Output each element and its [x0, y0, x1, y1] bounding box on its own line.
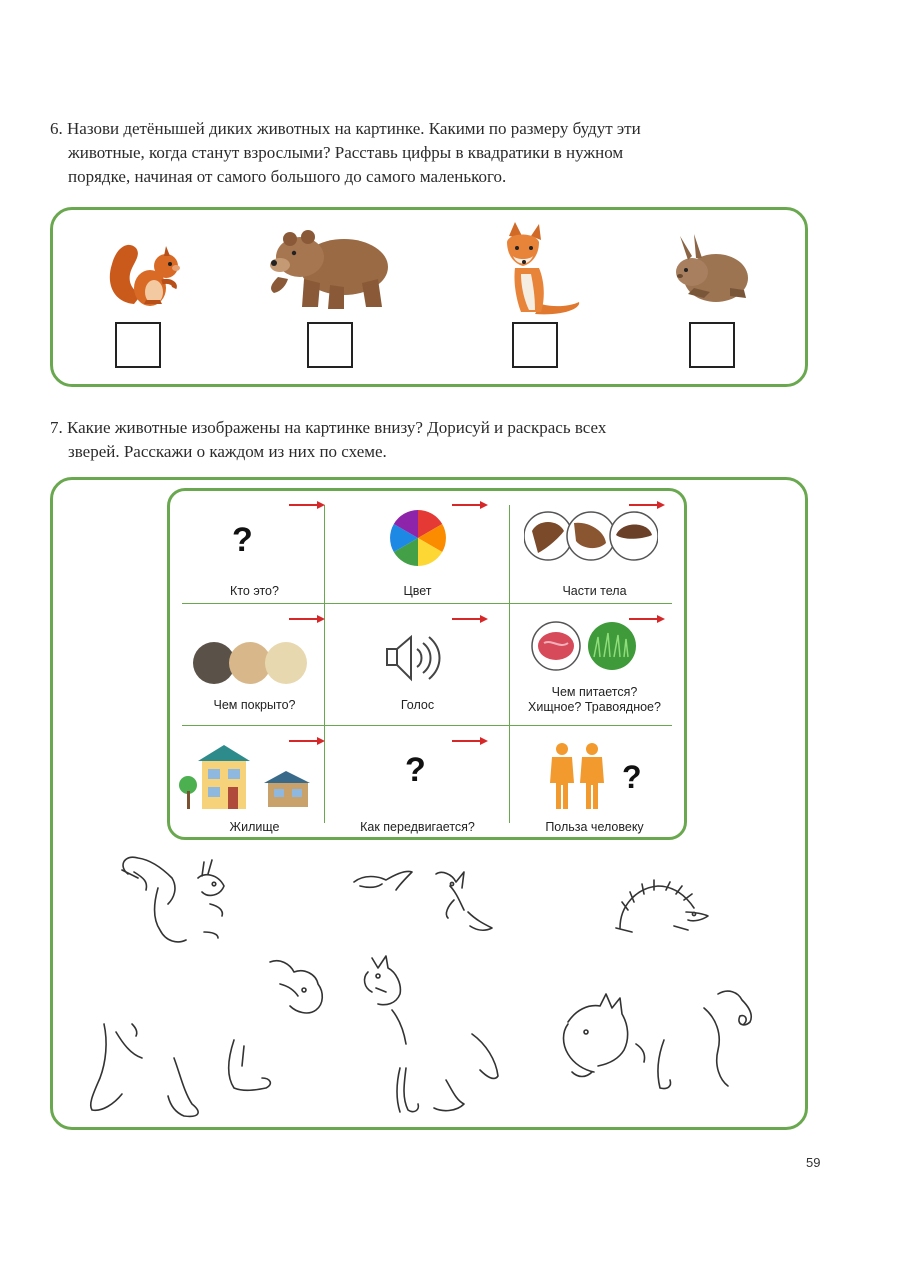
scheme-label-color: Цвет	[403, 584, 432, 598]
page-number: 59	[806, 1155, 821, 1170]
scheme-cell-benefit	[510, 727, 679, 843]
hare-icon	[670, 232, 754, 308]
scheme-label-food-line-1: Чем питается?	[551, 685, 638, 699]
houses-icon	[178, 741, 318, 813]
scheme-cell-voice	[333, 605, 502, 721]
scheme-cell-color	[333, 491, 502, 607]
hedgehog-sketch	[614, 876, 714, 936]
task-6-number: 6.	[50, 119, 63, 138]
red-arrow-icon	[452, 737, 488, 745]
red-arrow-icon	[629, 501, 665, 509]
task-6-instructions	[50, 117, 810, 189]
speaker-icon	[383, 631, 449, 685]
scheme-cell-covering	[170, 605, 339, 721]
squirrel-icon	[106, 238, 188, 310]
red-arrow-icon	[452, 501, 488, 509]
red-arrow-icon	[289, 615, 325, 623]
boar-sketch	[558, 984, 768, 1094]
scheme-divider	[182, 725, 672, 726]
scheme-label-body-parts: Части тела	[562, 584, 627, 598]
scheme-label-home: Жилище	[229, 820, 280, 834]
scheme-label-covering: Чем покрыто?	[213, 698, 296, 712]
scheme-cell-movement	[333, 727, 502, 843]
task-6-line-1: Назови детёнышей диких животных на картинке. Какими по размеру будут эти	[67, 119, 641, 138]
task-7-line-2: зверей. Расскажи о каждом из них по схеме.	[68, 442, 387, 461]
red-arrow-icon	[289, 501, 325, 509]
scheme-cell-who	[170, 491, 339, 607]
task-6-line-2: животные, когда станут взрослыми? Расставь цифры в квадратики в нужном	[68, 143, 624, 162]
squirrel-sketch	[108, 852, 238, 952]
scheme-label-food	[510, 685, 679, 715]
task-7-number: 7.	[50, 418, 63, 437]
people-icon	[546, 741, 610, 811]
answer-box-2[interactable]	[307, 322, 353, 368]
question-mark-icon: ?	[232, 521, 253, 559]
wolf-sketch	[356, 950, 516, 1120]
task-6-line-3: порядке, начиная от самого большого до самого маленького.	[68, 167, 507, 186]
meat-and-grass-icon	[530, 619, 640, 673]
body-parts-icon	[524, 509, 658, 563]
task-7-instructions	[50, 416, 810, 464]
answer-box-4[interactable]	[689, 322, 735, 368]
answer-box-3[interactable]	[512, 322, 558, 368]
answer-box-1[interactable]	[115, 322, 161, 368]
hare-sketch	[352, 862, 502, 938]
scheme-label-who: Кто это?	[230, 584, 279, 598]
scheme-cell-home	[170, 727, 339, 843]
bear-sketch	[84, 954, 334, 1124]
red-arrow-icon	[452, 615, 488, 623]
question-mark-icon: ?	[405, 751, 426, 789]
scheme-label-movement: Как передвигается?	[360, 820, 475, 834]
fox-cub-icon	[495, 222, 583, 318]
scheme-label-voice: Голос	[400, 698, 435, 712]
question-mark-icon: ?	[622, 759, 642, 795]
scheme-label-benefit: Польза человеку	[545, 820, 644, 834]
bear-cub-icon	[264, 221, 396, 313]
scheme-cell-food	[510, 605, 679, 721]
story-scheme-table	[167, 488, 687, 840]
color-wheel-icon	[389, 509, 447, 567]
scheme-cell-body-parts	[510, 491, 679, 607]
fur-textures-icon	[192, 639, 308, 687]
scheme-label-food-line-2: Хищное? Травоядное?	[528, 700, 661, 714]
task-7-line-1: Какие животные изображены на картинке внизу? Дорисуй и раскрась всех	[67, 418, 607, 437]
